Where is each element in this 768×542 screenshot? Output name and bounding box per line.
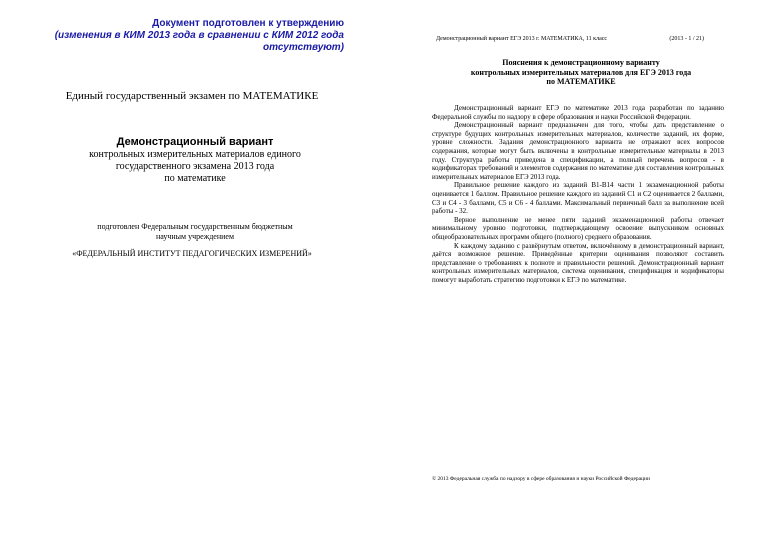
notice-line-2: (изменения в КИМ 2013 года в сравнении с КИМ 2012 года bbox=[54, 30, 344, 41]
approval-notice bbox=[44, 18, 344, 54]
demo-line-2: государственного экзамена 2013 года bbox=[115, 161, 275, 172]
explanation-body bbox=[432, 104, 724, 284]
paragraph: Демонстрационный вариант предназначен для того, чтобы дать представление о структуре будущих контрольных измерительных материалов, количестве заданий, их форме, уровне сложности. Задания демонстрационного варианта не отражают всех вопросов содержания, которые могут быть включены в контрольные измерительные материалы в 2013 году. Структура работы приведена в спецификации, а полный перечень вопросов - в кодификаторах требований и элементов содержания по математике для составления контрольных измерительных материалов ЕГЭ 2013 года. bbox=[432, 121, 724, 181]
page-number: (2013 - 1 / 21) bbox=[669, 36, 704, 42]
right-page bbox=[384, 0, 768, 542]
demo-heading: Демонстрационный вариант bbox=[116, 136, 274, 148]
exam-title: Единый государственный экзамен по МАТЕМАТИКЕ bbox=[65, 90, 319, 102]
notice-line-1: Документ подготовлен к утверждению bbox=[152, 18, 344, 29]
paragraph: Правильное решение каждого из заданий В1-В14 части 1 экзаменационной работы оценивается 1 баллом. Правильное решение каждого из заданий С1 и С2 оценивается 2 баллами, С3 и С4 - 3 баллами, С5 и С6 - 4 баллами. Максимальный первичный балл за выполнение всей работы - 32. bbox=[432, 181, 724, 216]
explanation-title-line-2: контрольных измерительных материалов для ЕГЭ 2013 года bbox=[470, 67, 692, 77]
demo-variant-block bbox=[70, 136, 320, 185]
paragraph: Верное выполнение не менее пяти заданий экзаменационной работы отвечает минимальному уровню подготовки, подтверждающему освоение выпускником основных общеобразовательных программ общего (полного) среднего образования. bbox=[432, 215, 724, 241]
institute-name: «ФЕДЕРАЛЬНЫЙ ИНСТИТУТ ПЕДАГОГИЧЕСКИХ ИЗМЕРЕНИЙ» bbox=[72, 249, 312, 258]
explanation-title-line-1: Пояснения к демонстрационному варианту bbox=[502, 58, 660, 67]
notice-line-3: отсутствуют) bbox=[262, 42, 344, 53]
prepared-line-2: научным учреждением bbox=[155, 232, 235, 241]
paragraph: Демонстрационный вариант ЕГЭ по математике 2013 года разработан по заданию Федеральной службы по надзору в сфере образования и науки Российской Федерации. bbox=[432, 104, 724, 121]
explanation-title bbox=[426, 58, 736, 87]
prepared-by bbox=[70, 222, 320, 242]
demo-line-3: по математике bbox=[164, 173, 226, 184]
running-header: Демонстрационный вариант ЕГЭ 2013 г. МАТЕМАТИКА, 11 класс bbox=[436, 36, 608, 42]
paragraph: К каждому заданию с развёрнутым ответом, включённому в демонстрационный вариант, даётся возможное решение. Приведённые критерии оценивания позволяют составить представление о требованиях к полноте и правильности решений. Демонстрационный вариант контрольных измерительных материалов, система оценивания, спецификация и кодификаторы помогут выработать стратегию подготовки к ЕГЭ по математике. bbox=[432, 241, 724, 284]
demo-line-1: контрольных измерительных материалов единого bbox=[89, 149, 301, 160]
explanation-title-line-3: по МАТЕМАТИКЕ bbox=[546, 77, 616, 86]
prepared-line-1: подготовлен Федеральным государственным бюджетным bbox=[97, 222, 293, 231]
copyright-footer: © 2013 Федеральная служба по надзору в сфере образования и науки Российской Федерации bbox=[432, 476, 650, 482]
